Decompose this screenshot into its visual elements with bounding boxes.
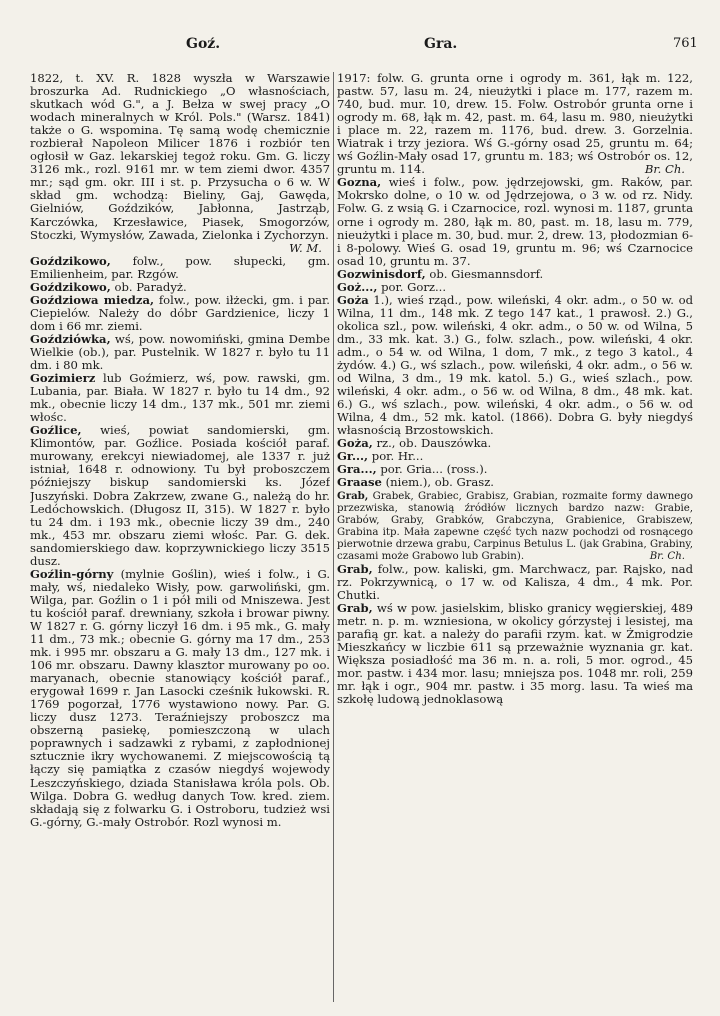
- entry-headword: Goża: [337, 292, 369, 307]
- left-column: [30, 72, 330, 1002]
- dictionary-entry: [337, 176, 693, 267]
- column-divider: [333, 72, 334, 1002]
- entry-headword: Gozwinisdorf,: [337, 266, 426, 281]
- running-head-left: Goź.: [186, 36, 221, 52]
- entry-text: folw., pow. kaliski, gm. Marchwacz, par. Rajsko, nad rz. Pokrzywnicą, o 17 w. od Kalisza, 4 dm., 4 mk. Por. Chutki.: [337, 561, 693, 602]
- dictionary-entry: [337, 294, 693, 438]
- dictionary-entry: [337, 490, 693, 563]
- entry-text: wieś, powiat sandomierski, gm. Klimontów, par. Goźlice. Posiada kościół paraf. murowany, erekcyi niewiadomej, ale 1337 r. już istniał, 1648 r. odnowiony. Tu był proboszczem późniejszy biskup sandomierski ks. Józef Juszyński. Dobra Zakrzew, zwane G., należą do hr. Ledóchowskich. (Długosz II, 315). W 1827 r. było tu 24 dm. i 193 mk., obecnie liczy 39 dm., 240 mk., 453 mr. obszaru ziemi włośc. Par. G. dek. sandomierskiego daw. koprzywnickiego liczy 3515 dusz.: [30, 423, 330, 568]
- dictionary-entry: [337, 476, 693, 489]
- entry-headword: Goźlice,: [30, 423, 82, 438]
- entry-headword: Goździowa miedza,: [30, 292, 155, 307]
- entry-signature: Br. Ch.: [649, 550, 685, 562]
- entry-text: Grabek, Grabiec, Grabisz, Grabian, rozmaite formy dawnego przezwiska, stanowią źródłów licznych bardzo nazw: Grabie, Grabów, Graby, Grabków, Grabczyna, Grabienice, Grabiszew, Grabina itp. Mała zapewne część tych nazw pochodzi od rosnącego pierwotnie drzewa grabu, Carpinus Betulus L. (jak Grabina, Grabiny, czasami może Grabowo lub Grabin).: [337, 490, 693, 562]
- entry-text: folw., pow. iłżecki, gm. i par. Ciepielów. Należy do dóbr Gardzienice, liczy 1 dom i 66 mr. ziemi.: [30, 292, 330, 333]
- entry-text: 1822, t. XV. R. 1828 wyszła w Warszawie broszurka Ad. Rudnickiego „O własnościach, skutkach wód G.", a J. Bełza w swej pracy „O wodach mineralnych w Król. Pols." (Warsz. 1841) także o G. wspomina. Tę samą wodę chemicznie rozbierał Napoleon Milicer 1876 i rozbiór ten ogłosił w Gaz. lekarskiej tegoż roku. Gm. G. liczy 3126 mk., rozl. 9161 mr. w tem ziemi dwor. 4357 mr.; sąd gm. okr. III i st. p. Przysucha o 6 w. W skład gm. wchodzą: Bieliny, Gaj, Gawęda, Gielniów, Goździków, Jabłonna, Jastrząb, Karczówka, Krzesławice, Piasek, Smogorzów, Stoczki, Wymysłów, Zawada, Zielonka i Zychorzyn.: [30, 72, 330, 242]
- entry-text: wś w pow. jasielskim, blisko granicy węgierskiej, 489 metr. n. p. m. wzniesiona, w okolicy górzystej i lesistej, ma parafią gr. kat. a należy do parafii rzym. kat. w Żmigrodzie Mieszkańcy w liczbie 611 są przeważnie wyznania gr. kat. Większa posiadłość ma 36 m. n. a. roli, 5 mor. ogrod., 45 mor. pastw. i 434 mor. lasu; mniejsza pos. 1048 mr. roli, 259 mr. łąk i ogr., 904 mr. pastw. i 35 morg. lasu. Ta wieś ma szkołę ludową jednoklasową: [337, 600, 693, 706]
- entry-headword: Goździkowo,: [30, 253, 111, 268]
- dictionary-entry: [30, 333, 330, 372]
- entry-text: (niem.), ob. Grasz.: [385, 475, 494, 490]
- entry-headword: Gra...,: [337, 462, 377, 477]
- entry-text: ob. Giesmannsdorf.: [429, 266, 544, 281]
- entry-text: por. Gria... (ross.).: [380, 462, 488, 477]
- dictionary-entry: [337, 563, 693, 602]
- entry-headword: Grab,: [337, 489, 369, 502]
- entry-signature: W. M.: [289, 240, 322, 255]
- dictionary-entry: [30, 372, 330, 424]
- entry-text: folw., pow. słupecki, gm. Emilienheim, par. Rzgów.: [30, 253, 330, 281]
- dictionary-entry: [30, 255, 330, 281]
- entry-signature: Br. Ch.: [644, 162, 685, 177]
- entry-headword: Grab,: [337, 600, 373, 615]
- right-column: [337, 72, 693, 1002]
- entry-text: por. Gorz...: [381, 279, 447, 294]
- entry-text: wś, pow. nowomiński, gmina Dembe Wielkie (ob.), par. Pustelnik. W 1827 r. było tu 11 dm. i 80 mk.: [30, 331, 330, 373]
- entry-text: 1917: folw. G. grunta orne i ogrody m. 361, łąk m. 122, pastw. 57, lasu m. 24, nieużytki i place m. 177, razem m. 740, bud. mur. 10, drew. 15. Folw. Ostrobór grunta orne i ogrody m. 68, łąk m. 42, past. m. 64, lasu m. 980, nieużytki i place m. 22, razem m. 1176, bud. drew. 3. Gorzelnia. Wiatrak i trzy jeziora. Wś G.-górny osad 25, gruntu m. 64; wś Goźlin-Mały osad 17, gruntu m. 183; wś Ostrobór os. 12, gruntu m. 114.: [337, 72, 693, 177]
- entry-text: ob. Paradyż.: [114, 279, 187, 294]
- entry-text: lub Goźmierz, wś, pow. rawski, gm. Lubania, par. Biała. W 1827 r. było tu 14 dm., 92 mk., obecnie liczy 14 dm., 137 mk., 501 mr. ziemi włośc.: [30, 371, 330, 425]
- running-head-right: Gra.: [424, 36, 458, 52]
- page-number: 761: [673, 36, 698, 51]
- entry-headword: Gozna,: [337, 175, 382, 190]
- entry-headword: Goździówka,: [30, 331, 111, 346]
- entry-text: rz., ob. Dauszówka.: [376, 436, 492, 451]
- entry-text: wieś i folw., pow. jędrzejowski, gm. Raków, par. Mokrsko dolne, o 10 w. od Jędrzejowa, o 3 w. od rz. Nidy. Folw. G. z wsią G. i Czarnocice, rozl. wynosi m. 1187, grunta orne i ogrody m. 280, łąk m. 80, past. m. 18, lasu m. 779, nieużytki i place m. 30, bud. mur. 2, drew. 13, płodozmian 6- i 8-polowy. Wieś G. osad 19, gruntu m. 96; wś Czarnocice osad 10, gruntu m. 37.: [337, 175, 693, 268]
- dictionary-entry: [30, 424, 330, 568]
- dictionary-entry: [337, 72, 693, 176]
- entry-headword: Goż...,: [337, 279, 378, 294]
- dictionary-entry: [30, 72, 330, 255]
- entry-headword: Grab,: [337, 561, 373, 576]
- entry-text: por. Hr...: [371, 449, 424, 464]
- dictionary-entry: [30, 568, 330, 829]
- dictionary-entry: [337, 602, 693, 706]
- entry-headword: Goża,: [337, 436, 373, 451]
- entry-headword: Goźlin-górny: [30, 566, 114, 581]
- entry-headword: Graase: [337, 475, 382, 490]
- dictionary-entry: [30, 294, 330, 333]
- entry-headword: Gozimierz: [30, 371, 96, 386]
- entry-headword: Gr...,: [337, 449, 369, 464]
- entry-headword: Goździkowo,: [30, 279, 111, 294]
- entry-text: 1.), wieś rząd., pow. wileński, 4 okr. adm., o 50 w. od Wilna, 11 dm., 148 mk. Z tego 147 kat., 1 prawosł. 2.) G., okolica szl., pow. wileński, 4 okr. adm., o 50 w. od Wilna, 5 dm., 33 mk. kat. 3.) G., folw. szlach., pow. wileński, 4 okr. adm., o 54 w. od Wilna, 1 dom, 7 mk., z tego 3 katol., 4 żydów. 4.) G., wś szlach., pow. wileński, 4 okr. adm., o 56 w. od Wilna, 3 dm., 19 mk. katol. 5.) G., wieś szlach., pow. wileński, 4 okr. adm., o 56 w. od Wilna, 8 dm., 48 mk. kat. 6.) G., wś szlach., pow. wileński, 4 okr. adm., o 56 w. od Wilna, 4 dm., 52 mk. katol. (1866). Dobra G. były niegdyś własnością Brzostowskich.: [337, 292, 693, 438]
- entry-text: (mylnie Goślin), wieś i folw., i G. mały, wś, niedaleko Wisły, pow. garwoliński, gm. Wilga, par. Goźlin o 1 i pół mili od Mniszewa. Jest tu kościół paraf. drewniany, szkoła i browar piwny. W 1827 r. G. górny liczył 16 dm. i 95 mk., G. mały 11 dm., 73 mk.; obecnie G. górny ma 17 dm., 253 mk. i 995 mr. obszaru a G. mały 13 dm., 127 mk. i 106 mr. obszaru. Dawny klasztor murowany po oo. maryanach, obecnie stanowiący kościół paraf., erygował 1699 r. Jan Lasocki cześnik łukowski. R. 1769 pogorzał, 1776 wystawiono nowy. Par. G. liczy dusz 1273. Teraźniejszy proboszcz ma obszerną pasiekę, pomieszczoną w ulach poprawnych i sadzawki z rybami, z zapłodnionej sztucznie ikry wychowanemi. Z miejscowością tą łączy się pamiątka z czasów niegdyś wojewody Leszczyńskiego, dziada Stanisława króla pols. Ob. Wilga. Dobra G. według danych Tow. kred. ziem. składają się z folwarku G. i Ostroboru, tudzież wsi G.-górny, G.-mały Ostrobór. Rozl wynosi m.: [30, 566, 330, 829]
